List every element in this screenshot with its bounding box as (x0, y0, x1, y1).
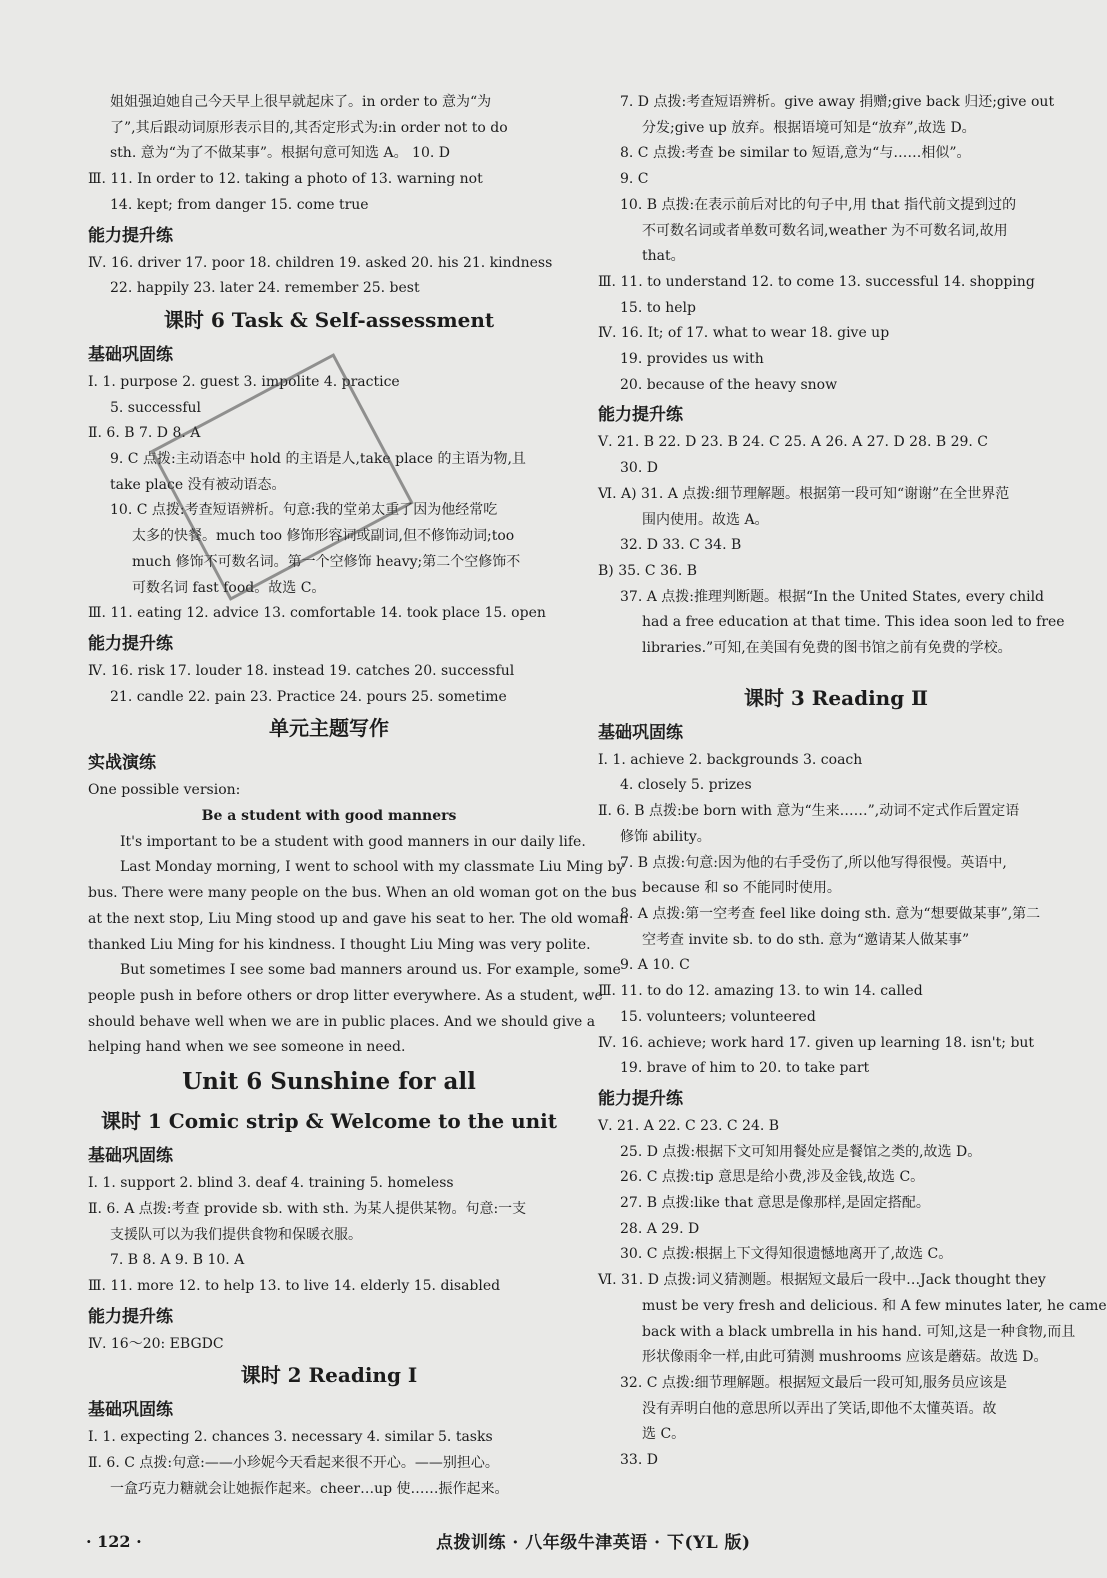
answer-line: because 和 so 不能同时使用。 (642, 880, 841, 897)
answer-line: 分发;give up 放弃。根据语境可知是“放弃”,故选 D。 (642, 119, 976, 136)
answer-line: B) 35. C 36. B (598, 562, 698, 579)
book-title: 点拨训练 · 八年级牛津英语 · 下(YL 版) (436, 1533, 751, 1553)
answer-line: Ⅳ. 16. It; of 17. what to wear 18. give up (598, 325, 890, 342)
answer-line: 9. C 点拨:主动语态中 hold 的主语是人,take place 的主语为物,且 (110, 451, 526, 468)
answer-line: Ⅵ. A) 31. A 点拨:细节理解题。根据第一段可知“谢谢”在全世界范 (598, 485, 1010, 502)
answer-line: Ⅳ. 16. driver 17. poor 18. children 19. asked 20. his 21. kindness (88, 254, 553, 271)
lesson-heading: 课时 1 Comic strip & Welcome to the unit (100, 1109, 558, 1134)
lesson-heading: 课时 6 Task & Self-assessment (163, 307, 495, 332)
answer-line: Ⅲ. 11. eating 12. advice 13. comfortable 14. took place 15. open (88, 605, 546, 622)
answer-line: must be very fresh and delicious. 和 A few minutes later, he came (642, 1297, 1107, 1314)
answer-line: One possible version: (88, 782, 241, 799)
answer-line: 19. brave of him to 20. to take part (620, 1060, 870, 1077)
section-heading: 能力提升练 (598, 405, 683, 426)
answer-line: 26. C 点拨:tip 意思是给小费,涉及金钱,故选 C。 (620, 1169, 925, 1186)
answer-line: 8. C 点拨:考查 be similar to 短语,意为“与……相似”。 (620, 145, 971, 162)
answer-line: Ⅱ. 6. C 点拨:句意:——小珍妮今天看起来很不开心。——别担心。 (88, 1455, 499, 1472)
answer-line: 25. D 点拨:根据下文可知用餐处应是餐馆之类的,故选 D。 (620, 1143, 982, 1160)
answer-line: Ⅳ. 16～20: EBGDC (88, 1335, 224, 1352)
answer-line: Ⅰ. 1. expecting 2. chances 3. necessary 4. similar 5. tasks (88, 1429, 493, 1446)
answer-line: take place 没有被动语态。 (110, 476, 286, 493)
lesson-heading: 单元主题写作 (269, 716, 389, 741)
answer-line: helping hand when we see someone in need. (88, 1039, 406, 1056)
answer-line: at the next stop, Liu Ming stood up and gave his seat to her. The old woman (88, 910, 629, 927)
answer-line: 8. A 点拨:第一空考查 feel like doing sth. 意为“想要做某事”,第二 (620, 905, 1041, 922)
answer-line: Ⅲ. 11. to do 12. amazing 13. to win 14. called (598, 983, 923, 1000)
answer-line: 空考查 invite sb. to do sth. 意为“邀请某人做某事” (642, 931, 970, 948)
page-number: · 122 · (86, 1532, 142, 1551)
answer-line: Ⅲ. 11. In order to 12. taking a photo of 13. warning not (88, 171, 483, 188)
section-heading: 基础巩固练 (88, 1146, 173, 1167)
answer-line: much 修饰不可数名词。第一个空修饰 heavy;第二个空修饰不 (132, 553, 521, 570)
answer-line: 了”,其后跟动词原形表示目的,其否定形式为:in order not to do (110, 119, 508, 136)
answer-line: Ⅲ. 11. more 12. to help 13. to live 14. elderly 15. disabled (88, 1277, 501, 1294)
answer-line: 33. D (620, 1452, 658, 1469)
answer-line: 选 C。 (642, 1426, 686, 1443)
essay-paragraph-line: Last Monday morning, I went to school with my classmate Liu Ming by (120, 859, 625, 876)
unit-heading: Unit 6 Sunshine for all (182, 1068, 476, 1096)
answer-line: 9. C (620, 171, 649, 188)
answer-line: 一盒巧克力糖就会让她振作起来。cheer…up 使……振作起来。 (110, 1480, 509, 1497)
answer-line: 9. A 10. C (620, 957, 690, 974)
answer-line: Ⅱ. 6. B 7. D 8. A (88, 425, 201, 442)
answer-line: 没有弄明白他的意思所以弄出了笑话,即他不太懂英语。故 (642, 1400, 997, 1417)
answer-line: Ⅵ. 31. D 点拨:词义猜测题。根据短文最后一段中…Jack thought they (598, 1272, 1046, 1289)
answer-line: 围内使用。故选 A。 (642, 511, 769, 528)
section-heading: 基础巩固练 (598, 722, 683, 743)
answer-line: back with a black umbrella in his hand. 可知,这是一种食物,而且 (642, 1323, 1076, 1340)
answer-line: had a free education at that time. This idea soon led to free (642, 614, 1065, 631)
answer-line: 5. successful (110, 399, 202, 416)
answer-line: Ⅳ. 16. risk 17. louder 18. instead 19. catches 20. successful (88, 662, 515, 679)
answer-line: 21. candle 22. pain 23. Practice 24. pours 25. sometime (110, 688, 507, 705)
answer-line: Ⅱ. 6. B 点拨:be born with 意为“生来……”,动词不定式作后置定语 (598, 803, 1020, 820)
spacer (598, 662, 1074, 680)
answer-line: 太多的快餐。much too 修饰形容词或副词,但不修饰动词;too (132, 528, 515, 545)
answer-line: 32. D 33. C 34. B (620, 537, 742, 554)
answer-line: 姐姐强迫她自己今天早上很早就起床了。in order to 意为“为 (110, 94, 492, 110)
answer-line: 7. D 点拨:考查短语辨析。give away 捐赠;give back 归还;give out (620, 94, 1055, 110)
background-ghost-text (1000, 1000, 1080, 1480)
section-heading: 基础巩固练 (88, 344, 173, 365)
answer-line: Ⅴ. 21. B 22. D 23. B 24. C 25. A 26. A 27. D 28. B 29. C (598, 434, 989, 451)
answer-line: 32. C 点拨:细节理解题。根据短文最后一段可知,服务员应该是 (620, 1374, 1008, 1391)
section-heading: 基础巩固练 (88, 1400, 173, 1421)
section-heading: 能力提升练 (88, 225, 173, 246)
answer-line: 14. kept; from danger 15. come true (110, 196, 369, 213)
answer-line: 支援队可以为我们提供食物和保暖衣服。 (110, 1226, 362, 1243)
answer-line: 22. happily 23. later 24. remember 25. best (110, 280, 420, 297)
answer-line: 7. B 点拨:句意:因为他的右手受伤了,所以他写得很慢。英语中, (620, 854, 1007, 871)
section-heading: 能力提升练 (88, 1306, 173, 1327)
section-heading: 能力提升练 (598, 1088, 683, 1109)
answer-line: libraries.”可知,在美国有免费的图书馆之前有免费的学校。 (642, 640, 1012, 657)
answer-line: 28. A 29. D (620, 1220, 700, 1237)
answer-line: 30. C 点拨:根据上下文得知很遗憾地离开了,故选 C。 (620, 1246, 953, 1263)
essay-paragraph-line: It's important to be a student with good manners in our daily life. (120, 833, 586, 850)
answer-line: should behave well when we are in public places. And we should give a (88, 1013, 596, 1030)
answer-line: 修饰 ability。 (620, 828, 711, 845)
answer-line: 7. B 8. A 9. B 10. A (110, 1252, 245, 1269)
answer-line: 4. closely 5. prizes (620, 777, 752, 794)
answer-line: 15. to help (620, 299, 696, 316)
answer-line: sth. 意为“为了不做某事”。根据句意可知选 A。 10. D (110, 145, 450, 162)
answer-line: 10. B 点拨:在表示前后对比的句子中,用 that 指代前文提到过的 (620, 196, 1017, 213)
answer-line: 30. D (620, 460, 658, 477)
lesson-heading: 课时 2 Reading Ⅰ (240, 1363, 418, 1388)
answer-line: people push in before others or drop litter everywhere. As a student, we (88, 987, 603, 1004)
answer-line: 形状像雨伞一样,由此可猜测 mushrooms 应该是蘑菇。故选 D。 (642, 1349, 1048, 1366)
lesson-heading: 课时 3 Reading Ⅱ (743, 685, 929, 710)
answer-line: Ⅳ. 16. achieve; work hard 17. given up learning 18. isn't; but (598, 1034, 1035, 1051)
essay-paragraph-line: But sometimes I see some bad manners around us. For example, some (120, 962, 621, 979)
answer-line: that。 (642, 248, 685, 265)
answer-line: Ⅲ. 11. to understand 12. to come 13. successful 14. shopping (598, 273, 1035, 290)
answer-line: thanked Liu Ming for his kindness. I thought Liu Ming was very polite. (88, 936, 591, 953)
answer-line: 19. provides us with (620, 351, 764, 368)
answer-line: Ⅰ. 1. support 2. blind 3. deaf 4. training 5. homeless (88, 1175, 454, 1192)
left-column (88, 90, 637, 1502)
answer-line: 15. volunteers; volunteered (620, 1008, 816, 1025)
answer-line: Ⅴ. 21. A 22. C 23. C 24. B (598, 1117, 780, 1134)
answer-line: 20. because of the heavy snow (620, 376, 838, 393)
answer-line: 37. A 点拨:推理判断题。根据“In the United States, every child (620, 588, 1045, 605)
site-watermark-logo (900, 1498, 1070, 1568)
answer-line: 10. C 点拨:考查短语辨析。句意:我的堂弟太重了因为他经常吃 (110, 502, 498, 519)
answer-line: 不可数名词或者单数可数名词,weather 为不可数名词,故用 (642, 222, 1008, 239)
essay-title: Be a student with good manners (201, 808, 457, 825)
answer-line: Ⅰ. 1. purpose 2. guest 3. impolite 4. practice (88, 373, 400, 390)
answer-line: 可数名词 fast food。故选 C。 (132, 579, 326, 596)
answer-line: Ⅱ. 6. A 点拨:考查 provide sb. with sth. 为某人提供某物。句意:一支 (88, 1200, 527, 1217)
answer-line: 27. B 点拨:like that 意思是像那样,是固定搭配。 (620, 1195, 930, 1212)
answer-line: bus. There were many people on the bus. When an old woman got on the bus (88, 885, 637, 902)
section-heading: 实战演练 (88, 753, 156, 774)
section-heading: 能力提升练 (88, 633, 173, 654)
answer-line: Ⅰ. 1. achieve 2. backgrounds 3. coach (598, 751, 863, 768)
